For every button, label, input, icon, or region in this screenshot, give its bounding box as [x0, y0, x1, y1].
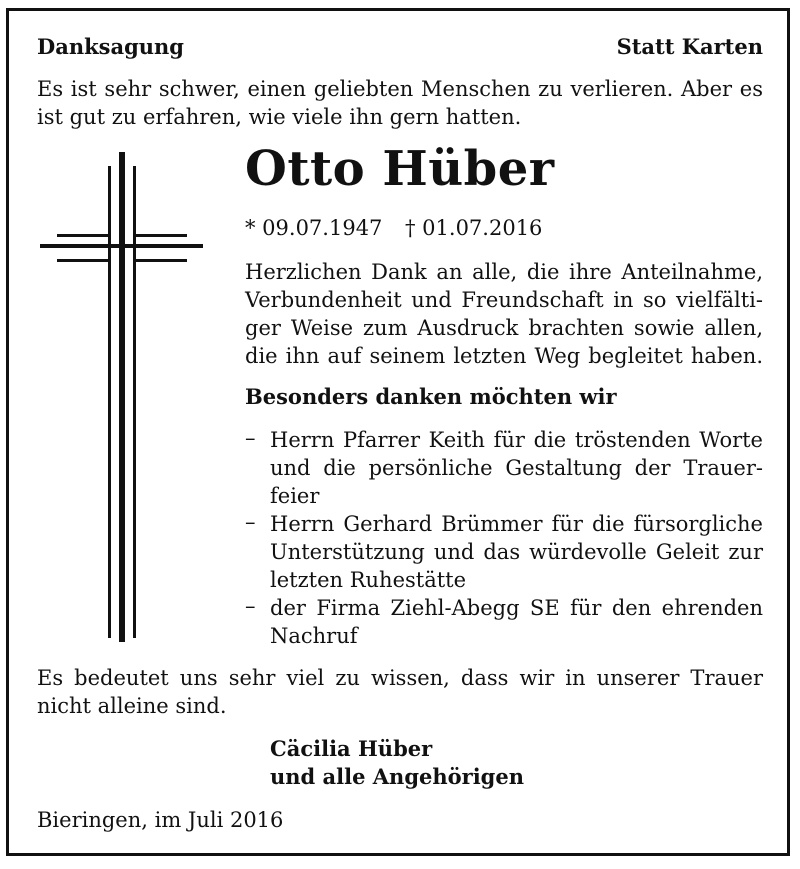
special-thanks-heading: Besonders danken möchten wir [245, 384, 617, 409]
thanks-line-2: Verbundenheit und Freundschaft in so vielfälti- [245, 288, 763, 312]
list-item-line: feier [270, 484, 320, 508]
list-item-line: Nachruf [270, 624, 358, 648]
deceased-name: Otto Hüber [245, 141, 555, 197]
birth-date: * 09.07.1947 [245, 216, 383, 240]
place-date: Bieringen, im Juli 2016 [37, 808, 284, 832]
list-item-line: der Firma Ziehl-Abegg SE für den ehrenden [270, 596, 763, 620]
intro-line-2: ist gut zu erfahren, wie viele ihn gern hatten. [37, 105, 522, 129]
thanks-line-1: Herzlichen Dank an alle, die ihre Anteilnahme, [245, 260, 763, 284]
list-item-line: Herrn Pfarrer Keith für die tröstenden Worte [270, 428, 763, 452]
list-item-line: und die persönliche Gestaltung der Trauer- [270, 456, 763, 480]
header-right: Statt Karten [616, 34, 763, 59]
signature-line-2: und alle Angehörigen [270, 764, 524, 789]
death-date: † 01.07.2016 [405, 216, 543, 240]
intro-line-1: Es ist sehr schwer, einen geliebten Menschen zu verlieren. Aber es [37, 77, 763, 101]
closing-line-2: nicht alleine sind. [37, 694, 227, 718]
header-left: Danksagung [37, 34, 184, 59]
closing-line-1: Es bedeutet uns sehr viel zu wissen, dass wir in unserer Trauer [37, 666, 763, 690]
list-item-line: Unterstützung und das würdevolle Geleit zur [270, 540, 763, 564]
list-dash: – [245, 510, 256, 534]
list-dash: – [245, 594, 256, 618]
list-dash: – [245, 426, 256, 450]
list-item-line: letzten Ruhestätte [270, 568, 467, 592]
signature-line-1: Cäcilia Hüber [270, 736, 433, 761]
list-item-line: Herrn Gerhard Brümmer für die fürsorgliche [270, 512, 763, 536]
thanks-line-4: die ihn auf seinem letzten Weg begleitet haben. [245, 344, 763, 368]
thanks-line-3: ger Weise zum Ausdruck brachten sowie allen, [245, 316, 763, 340]
